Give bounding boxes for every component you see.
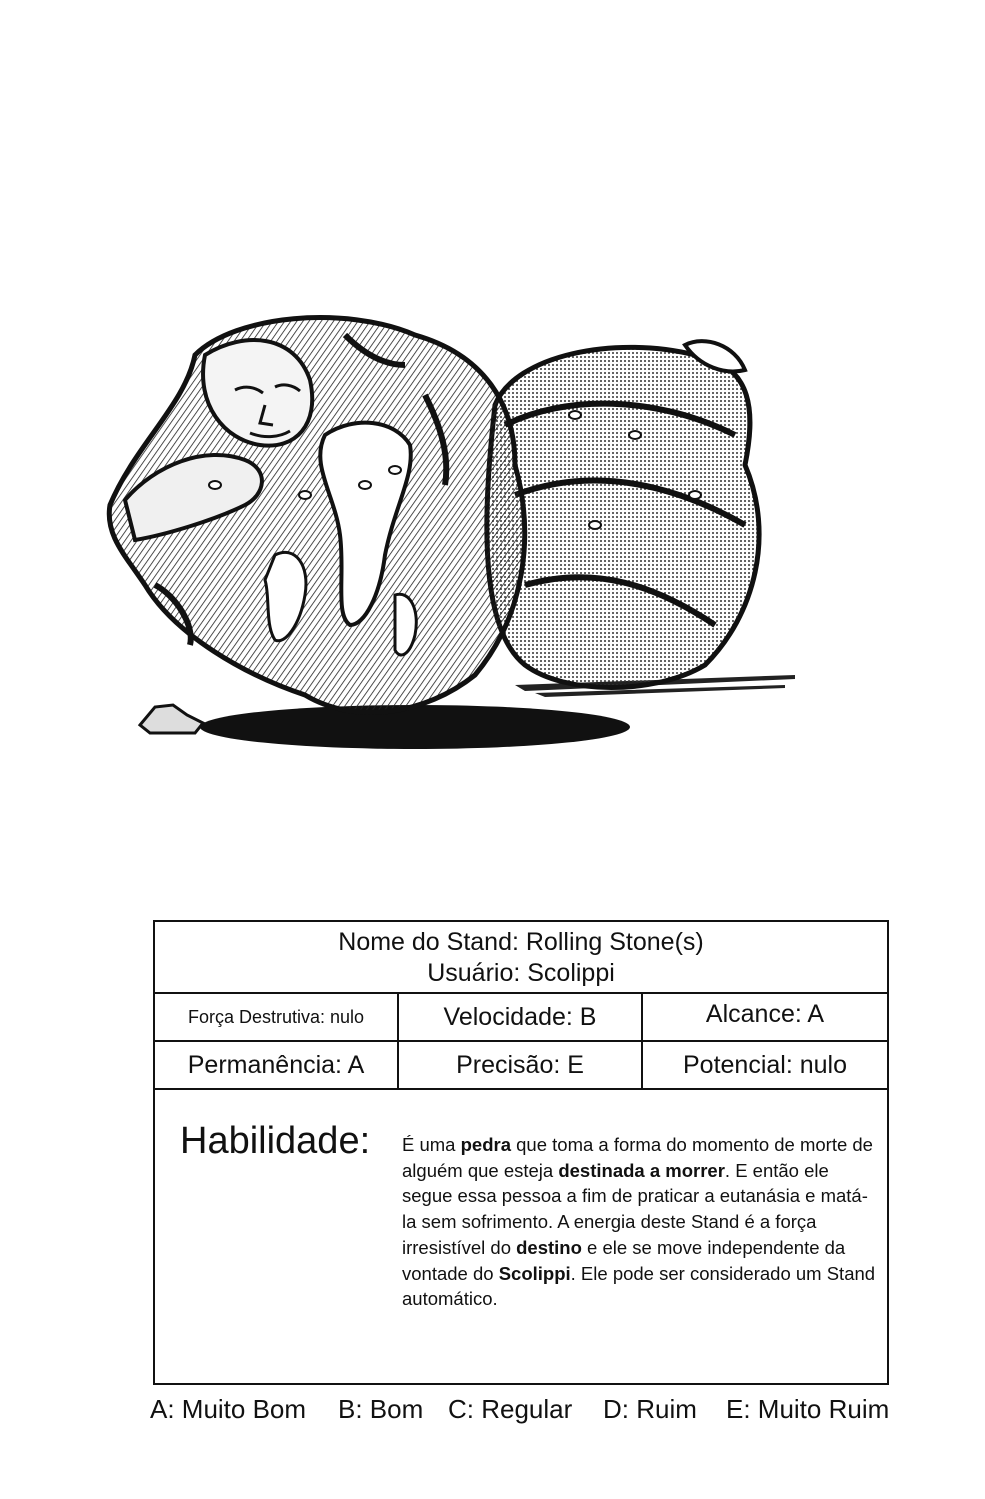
- stat-range: Alcance: A: [705, 1000, 825, 1028]
- ground-shadow: [200, 705, 630, 749]
- legend-a: A: Muito Bom: [150, 1394, 307, 1424]
- stand-name: Nome do Stand: Rolling Stone(s): [338, 928, 704, 956]
- legend-d: D: Ruim: [603, 1394, 697, 1424]
- grade-legend: [150, 1394, 920, 1430]
- stats-row-1: [155, 994, 887, 1042]
- ability-description: É uma pedra que toma a forma do momento de morte de alguém que esteja destinada a morrer. E então ele segue essa pessoa a fim de praticar a eutanásia e matá-la sem sofrimento. A energia deste Stand é a força irresistível do destino e ele se move independente da vontade do Scolippi. Ele pode ser considerado um Stand automático.: [402, 1134, 876, 1310]
- stats-row-2: [155, 1042, 887, 1090]
- stat-potential: Potencial: nulo: [682, 1050, 847, 1079]
- ability-section: [155, 1090, 887, 1383]
- stand-header: [155, 922, 887, 994]
- stat-destructive-power: Força Destrutiva: nulo: [155, 994, 399, 1040]
- stat-precision: Precisão: E: [399, 1042, 643, 1088]
- stat-speed: Velocidade: B: [399, 994, 643, 1040]
- stat-durability: Permanência: A: [155, 1042, 399, 1088]
- legend-c: C: Regular: [448, 1394, 573, 1424]
- right-boulder: [487, 347, 759, 687]
- stand-stat-card: [153, 920, 889, 1385]
- stand-user: Usuário: Scolippi: [427, 959, 615, 987]
- rolling-stone-boulder-illustration: [95, 295, 815, 765]
- ability-label: Habilidade:: [180, 1120, 371, 1162]
- legend-b: B: Bom: [338, 1394, 424, 1424]
- pebbles: [140, 705, 203, 733]
- legend-e: E: Muito Ruim: [726, 1394, 890, 1424]
